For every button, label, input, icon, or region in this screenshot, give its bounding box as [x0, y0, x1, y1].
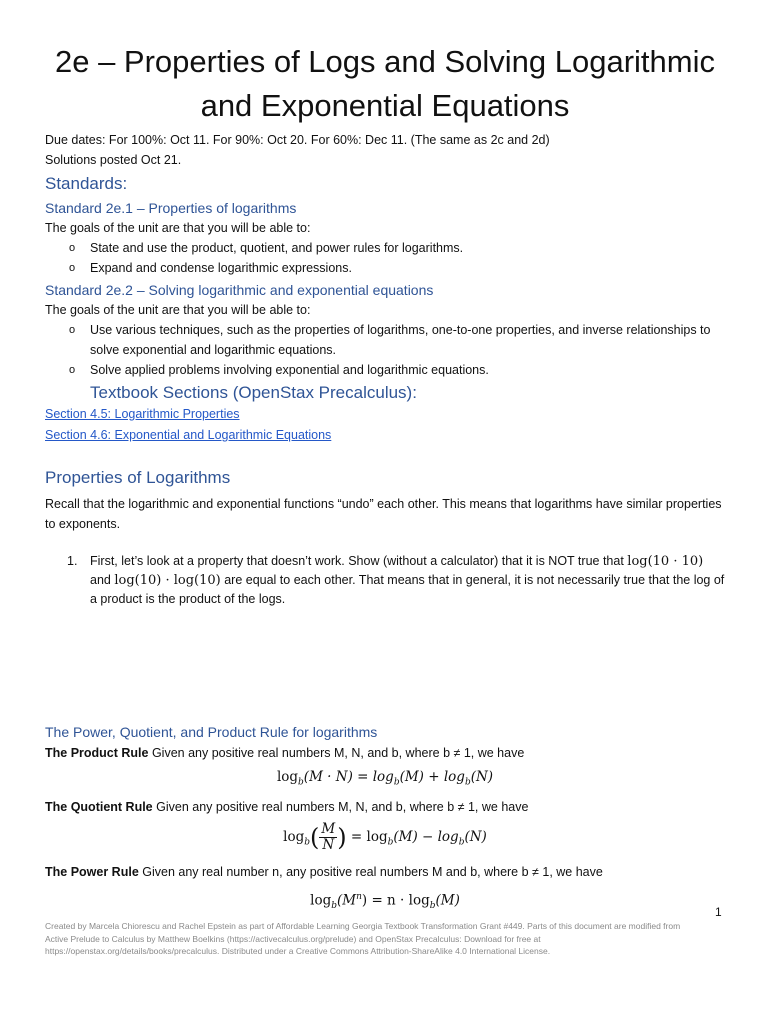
standard-2-intro: The goals of the unit are that you will be able to: — [45, 303, 311, 317]
power-rule-statement: The Power Rule Given any real number n, any positive real numbers M and b, where b ≠ 1, we have — [45, 865, 603, 880]
math-product-of-logs: log(10) · log(10) — [114, 573, 221, 588]
document-page — [45, 40, 725, 921]
page-number: 1 — [715, 905, 722, 919]
due-dates: Due dates: For 100%: Oct 11. For 90%: Oct 20. For 60%: Dec 11. (The same as 2c and 2d) — [45, 133, 550, 147]
answer-space — [45, 609, 725, 721]
recall-paragraph: Recall that the logarithmic and exponential functions “undo” each other. This means that logarithms have similar properties to exponents. — [45, 497, 722, 531]
rules-heading: The Power, Quotient, and Product Rule for logarithms — [45, 724, 378, 740]
standard-2-heading: Standard 2e.2 – Solving logarithmic and exponential equations — [45, 282, 434, 298]
list-item: o Solve applied problems involving exponential and logarithmic equations. — [45, 360, 725, 380]
power-rule-equation: $\log_b(M^n) = n \cdot \log_b(M)$ — [310, 892, 460, 912]
bullet-marker: o — [69, 262, 76, 274]
bullet-marker: o — [69, 324, 76, 336]
properties-heading: Properties of Logarithms — [45, 468, 231, 487]
textbook-sections-heading: Textbook Sections (OpenStax Precalculus): — [90, 383, 417, 402]
question-1: 1. First, let’s look at a property that doesn’t work. Show (without a calculator) that it is NOT true that log(10 · 10) and log(10) · log(10) are equal to each other. That means that in general, it is not necessarily true that the log of a product is the product of the logs. — [67, 554, 725, 606]
footer-credits: Created by Marcela Chioresсu and Rachel Epstein as part of Affordable Learning Georgia Textbook Transformation Grant #449. Parts of this document are modified from Active Prelude to Calculus by Matthew Boelkins (https://activecalculus.org/prelude) and OpenStax Precalculus: Download for free at https://openstax.org/details/books/precalculus. Distributed under a Creative Commons Attribution-ShareAlike 4.0 International License. — [45, 921, 681, 956]
link-section-4-6[interactable]: Section 4.6: Exponential and Logarithmic Equations — [45, 428, 332, 442]
list-item: o Use various techniques, such as the properties of logarithms, one-to-one properties, and inverse relationships to solve exponential and logarithmic equations. — [45, 320, 725, 360]
page-title: 2e – Properties of Logs and Solving Logarithmic and Exponential Equations — [54, 44, 715, 123]
math-log-product: log(10 · 10) — [627, 554, 704, 569]
list-item: o State and use the product, quotient, and power rules for logarithms. — [45, 238, 725, 258]
quotient-rule-equation: $\log_b$( $\frac{M}{N}$ ) = $\log_b(M) - \log_b(N)$ — [283, 820, 487, 853]
bullet-marker: o — [69, 364, 76, 376]
product-rule-equation: $\log_b(M \cdot N) = \log_b(M) + \log_b(N)$ — [276, 769, 494, 788]
solutions-posted: Solutions posted Oct 21. — [45, 153, 182, 167]
standard-1-goals — [45, 238, 725, 278]
standard-1-heading: Standard 2e.1 – Properties of logarithms — [45, 200, 297, 216]
bullet-marker: o — [69, 242, 76, 254]
list-item: o Expand and condense logarithmic expressions. — [45, 258, 725, 278]
product-rule-statement: The Product Rule Given any positive real numbers M, N, and b, where b ≠ 1, we have — [45, 746, 525, 760]
link-section-4-5[interactable]: Section 4.5: Logarithmic Properties — [45, 407, 240, 421]
standard-1-intro: The goals of the unit are that you will be able to: — [45, 221, 311, 235]
question-number: 1. — [67, 554, 78, 568]
standards-heading: Standards: — [45, 174, 128, 193]
quotient-rule-statement: The Quotient Rule Given any positive real numbers M, N, and b, where b ≠ 1, we have — [45, 799, 529, 814]
standard-2-goals — [45, 320, 725, 380]
